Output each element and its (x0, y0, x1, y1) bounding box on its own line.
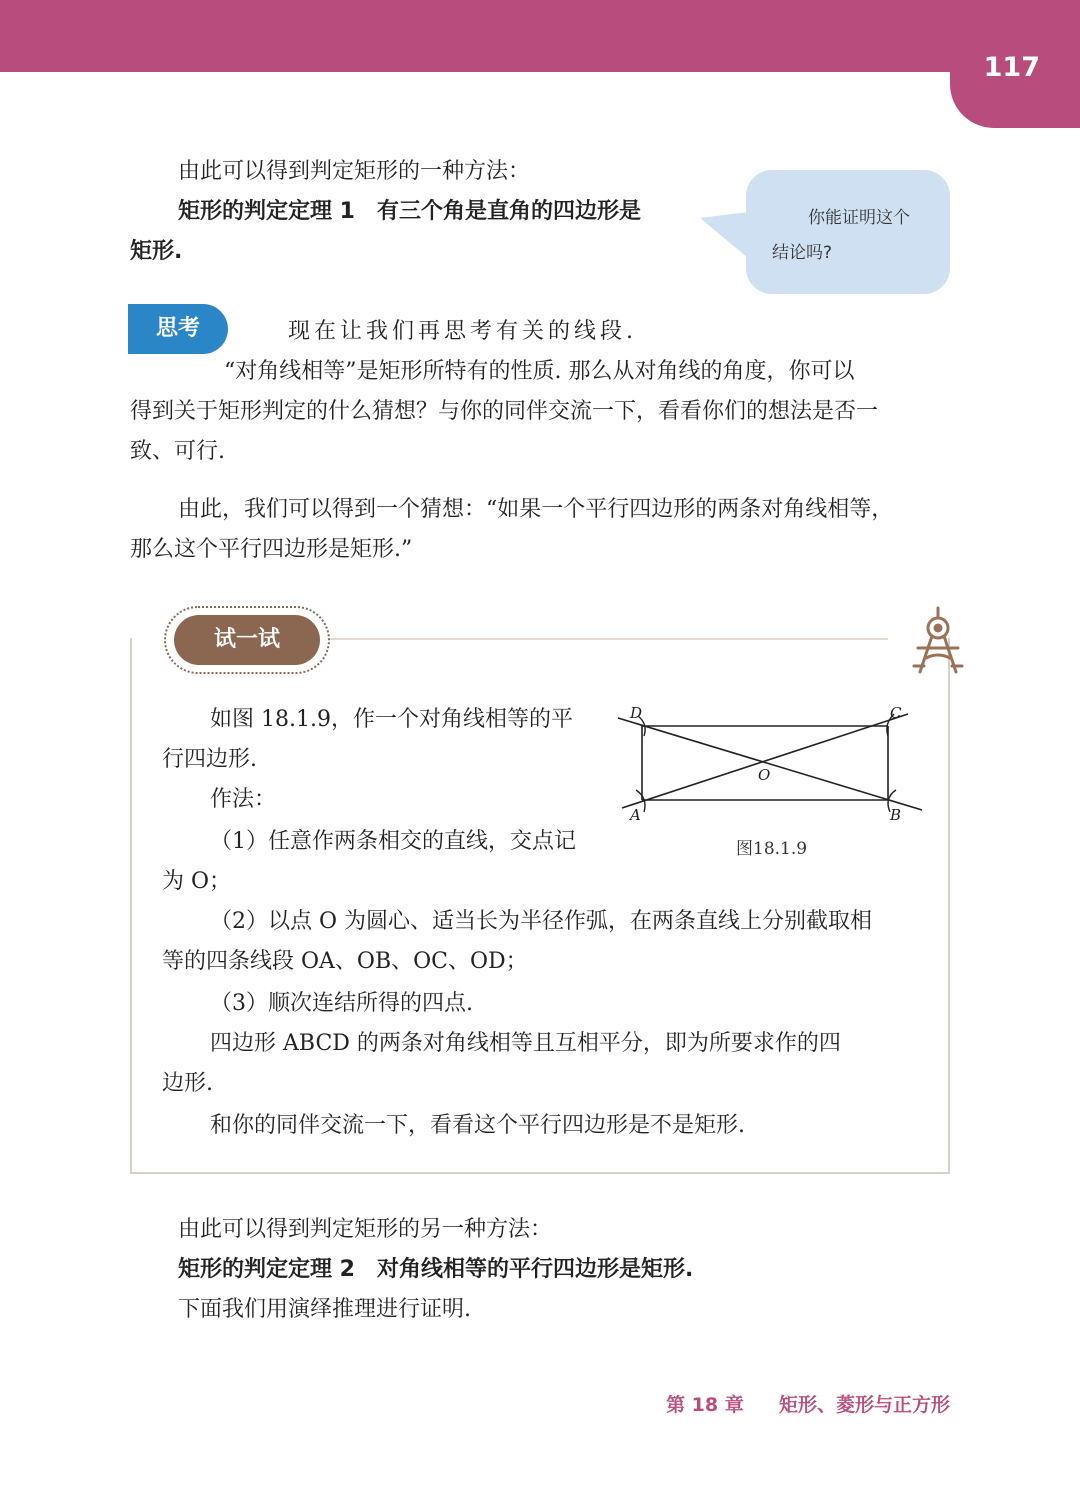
try-discuss: 和你的同伴交流一下，看看这个平行四边形是不是矩形. (210, 1113, 745, 1138)
label-o: O (758, 766, 771, 784)
try-section-top-border (328, 638, 888, 640)
think-line1: 现在让我们再思考有关的线段. (288, 319, 637, 344)
footer-title: 矩形、菱形与正方形 (778, 1394, 950, 1416)
compass-icon (910, 606, 966, 678)
bubble-tail (700, 212, 748, 258)
think-line3: 得到关于矩形判定的什么猜想？与你的同伴交流一下，看看你们的想法是否一 (130, 399, 879, 424)
diagonal-ac (622, 714, 908, 808)
intro-method-text: 由此可以得到判定矩形的一种方法： (178, 159, 531, 184)
bubble-line2: 结论吗? (772, 243, 833, 263)
try-step3: （3）顺次连结所得的四点. (210, 991, 473, 1016)
try-badge: 试一试 (174, 615, 320, 665)
try-step1-line1: （1）任意作两条相交的直线，交点记 (210, 829, 576, 854)
think-line2: “对角线相等”是矩形所特有的性质. 那么从对角线的角度，你可以 (224, 359, 855, 384)
try-conclusion-line1: 四边形 ABCD 的两条对角线相等且互相平分，即为所要求作的四 (210, 1031, 841, 1056)
try-conclusion-line2: 边形. (162, 1071, 213, 1096)
try-line2: 行四边形. (162, 747, 257, 772)
try-step2-line1: （2）以点 O 为圆心、适当长为半径作弧，在两条直线上分别截取相 (210, 909, 873, 934)
try-step2-line2: 等的四条线段 OA、OB、OC、OD； (162, 949, 528, 974)
figure-rectangle-diagram (612, 702, 932, 830)
header-band (0, 0, 1080, 72)
think-badge: 思考 (128, 304, 228, 354)
theorem1-line2: 矩形. (130, 239, 183, 264)
bubble-line1: 你能证明这个 (808, 208, 910, 228)
try-method: 作法： (210, 787, 277, 812)
label-c: C (890, 704, 902, 722)
footer (666, 1390, 950, 1417)
guess-line1: 由此，我们可以得到一个猜想：“如果一个平行四边形的两条对角线相等， (178, 497, 894, 522)
after-method-text: 由此可以得到判定矩形的另一种方法： (178, 1217, 553, 1242)
speech-bubble (746, 170, 950, 294)
label-a: A (630, 806, 641, 824)
try-line1: 如图 18.1.9，作一个对角线相等的平 (210, 707, 573, 732)
page-number: 117 (983, 52, 1040, 83)
try-step1-line2: 为 O； (162, 869, 232, 894)
figure-caption: 图18.1.9 (736, 839, 808, 859)
label-b: B (890, 806, 902, 824)
proof-intro: 下面我们用演绎推理进行证明. (178, 1297, 471, 1322)
label-d: D (630, 704, 643, 722)
footer-chapter: 第 18 章 (666, 1394, 744, 1416)
think-line4: 致、可行. (130, 439, 225, 464)
diagonal-db (618, 718, 922, 810)
guess-line2: 那么这个平行四边形是矩形.” (130, 537, 413, 562)
theorem1-line1: 矩形的判定定理 1 有三个角是直角的四边形是 (178, 199, 641, 224)
theorem2: 矩形的判定定理 2 对角线相等的平行四边形是矩形. (178, 1257, 694, 1282)
